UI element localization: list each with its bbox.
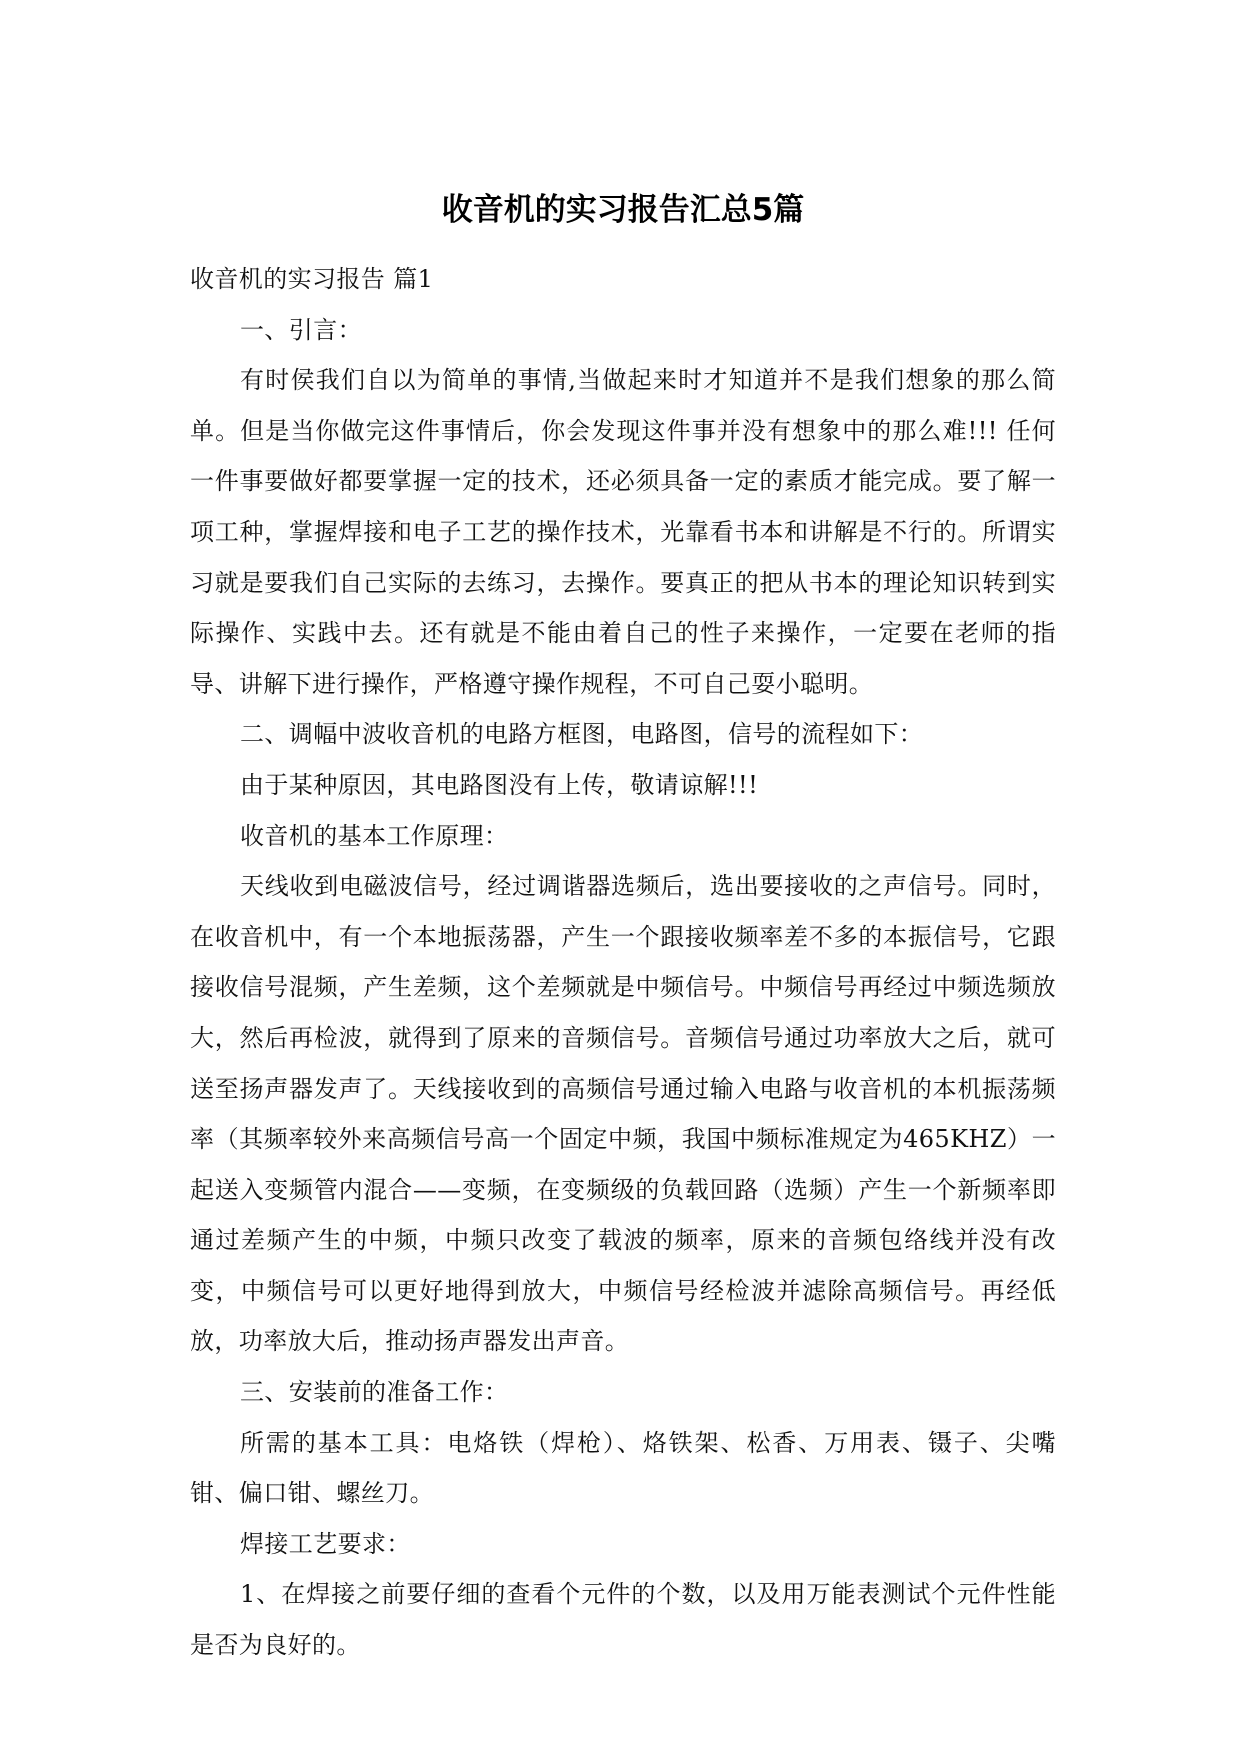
paragraph: 收音机的基本工作原理： (240, 821, 509, 850)
paragraph: 一、引言： (240, 315, 362, 344)
document-page (190, 186, 1056, 1671)
paragraph: 1、在焊接之前要仔细的查看个元件的个数，以及用万能表测试个元件性能是否为良好的。 (190, 1580, 1056, 1660)
section-heading: 收音机的实习报告 篇1 (190, 265, 434, 293)
paragraph: 三、安装前的准备工作： (240, 1378, 509, 1407)
document-title: 收音机的实习报告汇总5篇 (441, 192, 805, 228)
paragraph: 所需的基本工具：电烙铁（焊枪）、烙铁架、松香、万用表、镊子、尖嘴钳、偏口钳、螺丝刀。 (190, 1428, 1056, 1508)
document-body (190, 254, 1056, 1671)
paragraph: 由于某种原因，其电路图没有上传，敬请谅解!!! (240, 770, 759, 799)
paragraph: 二、调幅中波收音机的电路方框图，电路图，信号的流程如下： (240, 720, 924, 749)
paragraph: 天线收到电磁波信号，经过调谐器选频后，选出要接收的之声信号。同时，在收音机中，有一个本地振荡器，产生一个跟接收频率差不多的本振信号，它跟接收信号混频，产生差频，这个差频就是中频信号。中频信号再经过中频选频放大，然后再检波，就得到了原来的音频信号。音频信号通过功率放大之后，就可送至扬声器发声了。天线接收到的高频信号通过输入电路与收音机的本机振荡频率（其频率较外来高频信号高一个固定中频，我国中频标准规定为465KHZ）一起送入变频管内混合——变频，在变频级的负载回路（选频）产生一个新频率即通过差频产生的中频，中频只改变了载波的频率，原来的音频包络线并没有改变，中频信号可以更好地得到放大，中频信号经检波并滤除高频信号。再经低放，功率放大后，推动扬声器发出声音。 (190, 872, 1056, 1356)
paragraph: 有时侯我们自以为简单的事情,当做起来时才知道并不是我们想象的那么简单。但是当你做完这件事情后，你会发现这件事并没有想象中的那么难!!! 任何一件事要做好都要掌握一定的技术，还必须具备一定的素质才能完成。要了解一项工种，掌握焊接和电子工艺的操作技术，光靠看书本和讲解是不行的。所谓实习就是要我们自己实际的去练习，去操作。要真正的把从书本的理论知识转到实际操作、实践中去。还有就是不能由着自己的性子来操作，一定要在老师的指导、讲解下进行操作，严格遵守操作规程，不可自己耍小聪明。 (190, 366, 1056, 698)
paragraph: 焊接工艺要求： (240, 1529, 411, 1558)
